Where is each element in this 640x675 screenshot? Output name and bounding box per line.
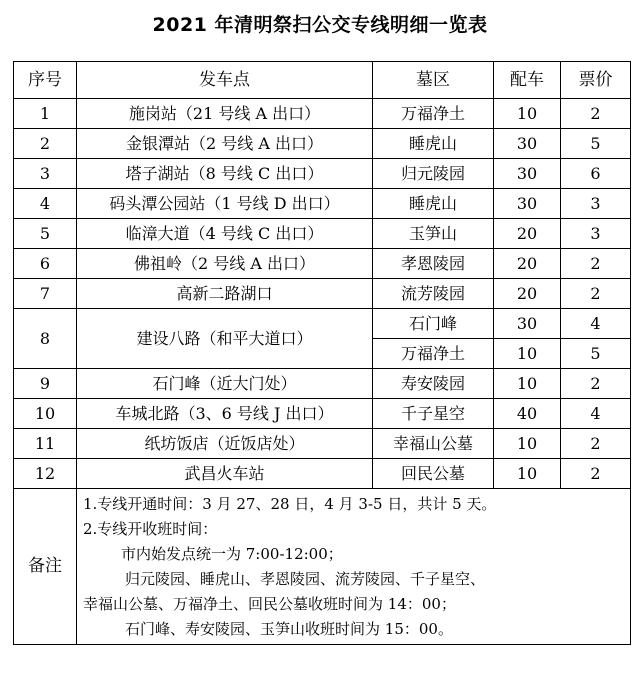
cell-buses: 30	[494, 159, 561, 189]
cell-no: 3	[14, 159, 77, 189]
cell-departure: 临漳大道（4 号线 C 出口）	[77, 219, 373, 249]
cell-buses: 30	[494, 189, 561, 219]
notes-label: 备注	[14, 489, 77, 645]
cell-fare: 5	[561, 339, 631, 369]
cell-no: 1	[14, 99, 77, 129]
table-row	[14, 159, 631, 189]
cell-cemetery: 流芳陵园	[373, 279, 494, 309]
cell-buses: 30	[494, 309, 561, 339]
cell-departure: 建设八路（和平大道口）	[77, 309, 373, 369]
cell-cemetery: 归元陵园	[373, 159, 494, 189]
cell-departure: 金银潭站（2 号线 A 出口）	[77, 129, 373, 159]
notes-line: 市内始发点统一为 7:00-12:00；	[121, 545, 343, 563]
cell-buses: 20	[494, 279, 561, 309]
cell-cemetery: 睡虎山	[373, 129, 494, 159]
table-row	[14, 459, 631, 489]
cell-no: 7	[14, 279, 77, 309]
cell-departure: 佛祖岭（2 号线 A 出口）	[77, 249, 373, 279]
header-buses: 配车	[494, 62, 561, 99]
table-row	[14, 249, 631, 279]
cell-no: 6	[14, 249, 77, 279]
cell-departure: 高新二路湖口	[77, 279, 373, 309]
notes-line: 幸福山公墓、万福净土、回民公墓收班时间为 14：00；	[83, 595, 456, 613]
notes-content	[77, 489, 631, 645]
cell-buses: 10	[494, 99, 561, 129]
cell-no: 5	[14, 219, 77, 249]
cell-fare: 2	[561, 369, 631, 399]
cell-departure: 车城北路（3、6 号线 J 出口）	[77, 399, 373, 429]
header-departure: 发车点	[77, 62, 373, 99]
cell-buses: 20	[494, 219, 561, 249]
cell-buses: 10	[494, 459, 561, 489]
notes-line: 归元陵园、睡虎山、孝恩陵园、流芳陵园、千子星空、	[125, 570, 486, 588]
table-row	[14, 129, 631, 159]
cell-buses: 10	[494, 339, 561, 369]
cell-no: 11	[14, 429, 77, 459]
cell-no: 10	[14, 399, 77, 429]
cell-fare: 4	[561, 309, 631, 339]
schedule-table	[13, 61, 631, 645]
cell-fare: 5	[561, 129, 631, 159]
cell-departure: 码头潭公园站（1 号线 D 出口）	[77, 189, 373, 219]
cell-departure: 塔子湖站（8 号线 C 出口）	[77, 159, 373, 189]
header-no: 序号	[14, 62, 77, 99]
cell-cemetery: 石门峰	[373, 309, 494, 339]
cell-cemetery: 千子星空	[373, 399, 494, 429]
notes-line: 2.专线开收班时间：	[83, 520, 218, 538]
cell-departure: 纸坊饭店（近饭店处）	[77, 429, 373, 459]
cell-no: 8	[14, 309, 77, 369]
cell-departure: 石门峰（近大门处）	[77, 369, 373, 399]
notes-row	[14, 489, 631, 645]
cell-fare: 2	[561, 249, 631, 279]
cell-no: 9	[14, 369, 77, 399]
cell-cemetery: 玉笋山	[373, 219, 494, 249]
cell-buses: 10	[494, 369, 561, 399]
header-cemetery: 墓区	[373, 62, 494, 99]
cell-buses: 40	[494, 399, 561, 429]
cell-fare: 2	[561, 459, 631, 489]
header-fare: 票价	[561, 62, 631, 99]
table-row	[14, 219, 631, 249]
cell-buses: 30	[494, 129, 561, 159]
cell-fare: 4	[561, 399, 631, 429]
table-row	[14, 399, 631, 429]
cell-buses: 10	[494, 429, 561, 459]
cell-cemetery: 孝恩陵园	[373, 249, 494, 279]
cell-fare: 3	[561, 189, 631, 219]
notes-line: 石门峰、寿安陵园、玉笋山收班时间为 15：00。	[125, 620, 453, 638]
table-row	[14, 309, 631, 339]
cell-fare: 2	[561, 429, 631, 459]
cell-cemetery: 幸福山公墓	[373, 429, 494, 459]
cell-no: 2	[14, 129, 77, 159]
cell-fare: 6	[561, 159, 631, 189]
header-row	[14, 62, 631, 99]
notes-line: 1.专线开通时间：3 月 27、28 日，4 月 3-5 日，共计 5 天。	[83, 495, 497, 513]
cell-cemetery: 睡虎山	[373, 189, 494, 219]
cell-cemetery: 回民公墓	[373, 459, 494, 489]
table-row	[14, 99, 631, 129]
cell-no: 4	[14, 189, 77, 219]
table-row	[14, 369, 631, 399]
cell-cemetery: 万福净土	[373, 339, 494, 369]
cell-cemetery: 万福净土	[373, 99, 494, 129]
cell-departure: 施岗站（21 号线 A 出口）	[77, 99, 373, 129]
cell-fare: 2	[561, 279, 631, 309]
cell-fare: 2	[561, 99, 631, 129]
cell-departure: 武昌火车站	[77, 459, 373, 489]
table-row	[14, 189, 631, 219]
page-title: 2021 年清明祭扫公交专线明细一览表	[152, 14, 488, 36]
cell-buses: 20	[494, 249, 561, 279]
table-row	[14, 429, 631, 459]
cell-no: 12	[14, 459, 77, 489]
cell-fare: 3	[561, 219, 631, 249]
table-row	[14, 279, 631, 309]
cell-cemetery: 寿安陵园	[373, 369, 494, 399]
